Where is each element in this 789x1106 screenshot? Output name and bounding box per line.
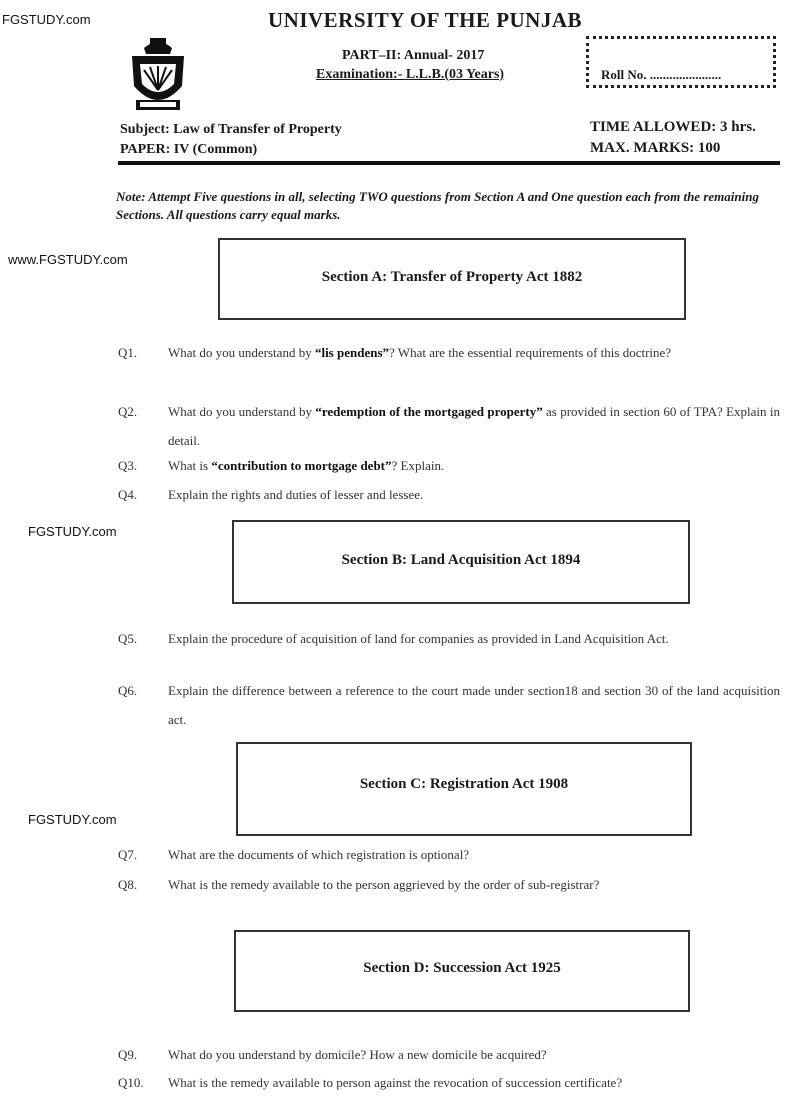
examination-title: Examination:- L.L.B.(03 Years) — [316, 67, 505, 82]
q7-number: Q7. — [118, 847, 138, 862]
q10-text: What is the remedy available to person against the revocation of succession certificate? — [168, 1075, 623, 1090]
q9-text: What do you understand by domicile? How a new domicile be acquired? — [168, 1047, 547, 1062]
exam-part: PART–II: Annual- 2017 — [342, 48, 485, 63]
roll-number-box — [586, 36, 776, 88]
watermark-top: FGSTUDY.com — [2, 12, 91, 27]
header-divider — [118, 161, 780, 165]
watermark-mid: FGSTUDY.com — [28, 524, 117, 539]
q4-number: Q4. — [118, 487, 138, 502]
q1-number: Q1. — [118, 345, 138, 360]
university-crest-icon — [126, 34, 190, 114]
question-q7 — [118, 840, 780, 870]
question-q4 — [118, 480, 780, 510]
instructions-note: Note: Attempt Five questions in all, selecting TWO questions from Section A and One question each from the remaining Sections. All questions carry equal marks. — [116, 189, 759, 222]
q1-text: What do you understand by “lis pendens”? What are the essential requirements of this doctrine? — [168, 345, 672, 360]
question-q2 — [118, 397, 780, 457]
subject-line: Subject: Law of Transfer of Property — [120, 122, 342, 137]
question-q6 — [118, 676, 780, 736]
section-a-title: Section A: Transfer of Property Act 1882 — [321, 269, 583, 285]
time-allowed: TIME ALLOWED: 3 hrs. — [590, 119, 756, 135]
q2-number: Q2. — [118, 404, 138, 419]
question-q5 — [118, 624, 780, 684]
section-b-title: Section B: Land Acquisition Act 1894 — [341, 552, 581, 568]
university-title: UNIVERSITY OF THE PUNJAB — [268, 8, 583, 32]
roll-number-label: Roll No. ...................... — [601, 67, 722, 82]
section-c-title: Section C: Registration Act 1908 — [359, 776, 569, 792]
section-d-box — [234, 930, 690, 1012]
q10-number: Q10. — [118, 1075, 144, 1090]
q8-number: Q8. — [118, 877, 138, 892]
q6-text: Explain the difference between a reference to the court made under section18 and section 30 of the land acquisition act. — [168, 683, 780, 727]
q3-text: What is “contribution to mortgage debt”? Explain. — [168, 458, 445, 473]
question-q10 — [118, 1068, 780, 1098]
question-q8 — [118, 870, 780, 900]
section-c-box — [236, 742, 692, 836]
section-b-box — [232, 520, 690, 604]
max-marks: MAX. MARKS: 100 — [590, 140, 721, 156]
q8-text: What is the remedy available to the person aggrieved by the order of sub-registrar? — [168, 877, 600, 892]
q7-text: What are the documents of which registration is optional? — [168, 847, 470, 862]
q5-number: Q5. — [118, 631, 138, 646]
q2-text: What do you understand by “redemption of the mortgaged property” as provided in section 60 of TPA? Explain in detail. — [168, 404, 780, 448]
q4-text: Explain the rights and duties of lesser and lessee. — [168, 487, 424, 502]
section-d-title: Section D: Succession Act 1925 — [363, 960, 561, 976]
section-a-box — [218, 238, 686, 320]
paper-line: PAPER: IV (Common) — [120, 142, 258, 157]
watermark-www: www.FGSTUDY.com — [8, 252, 128, 267]
q3-number: Q3. — [118, 458, 138, 473]
q6-number: Q6. — [118, 683, 138, 698]
q5-text: Explain the procedure of acquisition of land for companies as provided in Land Acquisition Act. — [168, 631, 669, 646]
question-q1 — [118, 338, 780, 398]
question-q9 — [118, 1040, 780, 1070]
q9-number: Q9. — [118, 1047, 138, 1062]
question-q3 — [118, 451, 780, 481]
watermark-lower: FGSTUDY.com — [28, 812, 117, 827]
